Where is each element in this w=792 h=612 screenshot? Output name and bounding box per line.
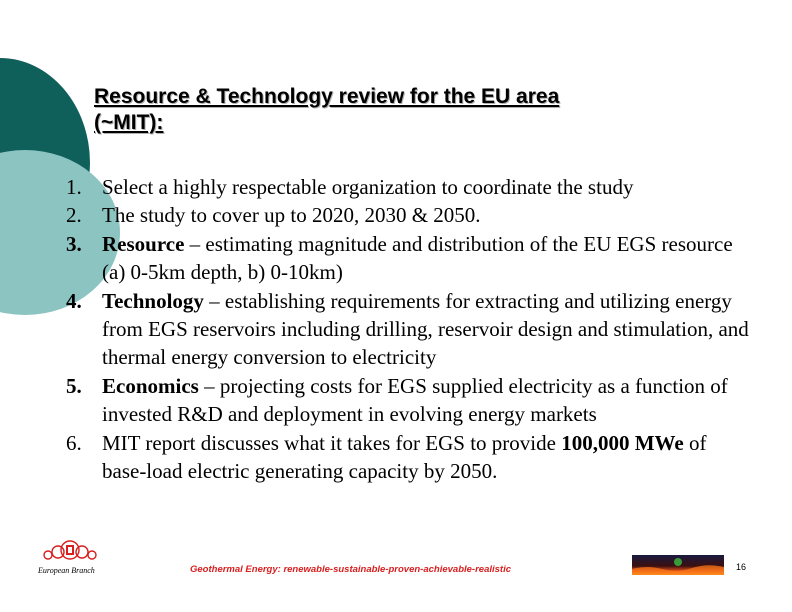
list-item: [0, 372, 792, 429]
item-text: – establishing requirements for extracting and utilizing energy from EGS reservoirs including drilling, reservoir design and stimulation, and thermal energy conversion to electricity: [102, 288, 749, 370]
item-bold-term: Resource: [102, 231, 185, 256]
item-text: The study to cover up to 2020, 2030 & 2050.: [102, 203, 481, 228]
footer-branch-label: European Branch: [38, 566, 95, 575]
geothermal-image-icon: [632, 555, 724, 575]
item-text: – projecting costs for EGS supplied electricity as a function of invested R&D and deployment in evolving energy markets: [102, 373, 728, 427]
item-bold-term: Technology: [102, 288, 204, 313]
list-item: [0, 201, 792, 229]
item-number: 5.: [66, 373, 82, 398]
list-item: [0, 429, 792, 486]
item-number: 4.: [66, 288, 82, 313]
item-bold-term: 100,000 MWe: [561, 430, 684, 455]
list-item: [0, 173, 792, 201]
item-number: 2.: [66, 203, 82, 228]
item-text: MIT report discusses what it takes for EGS to provide: [102, 430, 562, 455]
slide-title: [94, 84, 714, 136]
item-text: – estimating magnitude and distribution of the EU EGS resource (a) 0-5km depth, b) 0-10km): [102, 231, 733, 285]
item-number: 1.: [66, 175, 82, 199]
list-item: [0, 287, 792, 372]
footer-tagline: Geothermal Energy: renewable-sustainable-proven-achievable-realistic: [190, 564, 512, 575]
item-bold-term: Economics: [102, 373, 199, 398]
title-line-2: (~MIT):: [94, 111, 164, 134]
item-number: 6.: [66, 430, 82, 455]
page-number: 16: [736, 562, 747, 572]
numbered-points: [0, 173, 792, 485]
item-number: 3.: [66, 231, 82, 256]
item-text-tail: of base-load electric generating capacity by 2050.: [102, 430, 707, 484]
item-text: Select a highly respectable organization to coordinate the study: [102, 175, 634, 199]
title-line-1: Resource & Technology review for the EU area: [94, 85, 560, 108]
list-item: [0, 230, 792, 287]
organization-logo-icon: [38, 535, 102, 565]
